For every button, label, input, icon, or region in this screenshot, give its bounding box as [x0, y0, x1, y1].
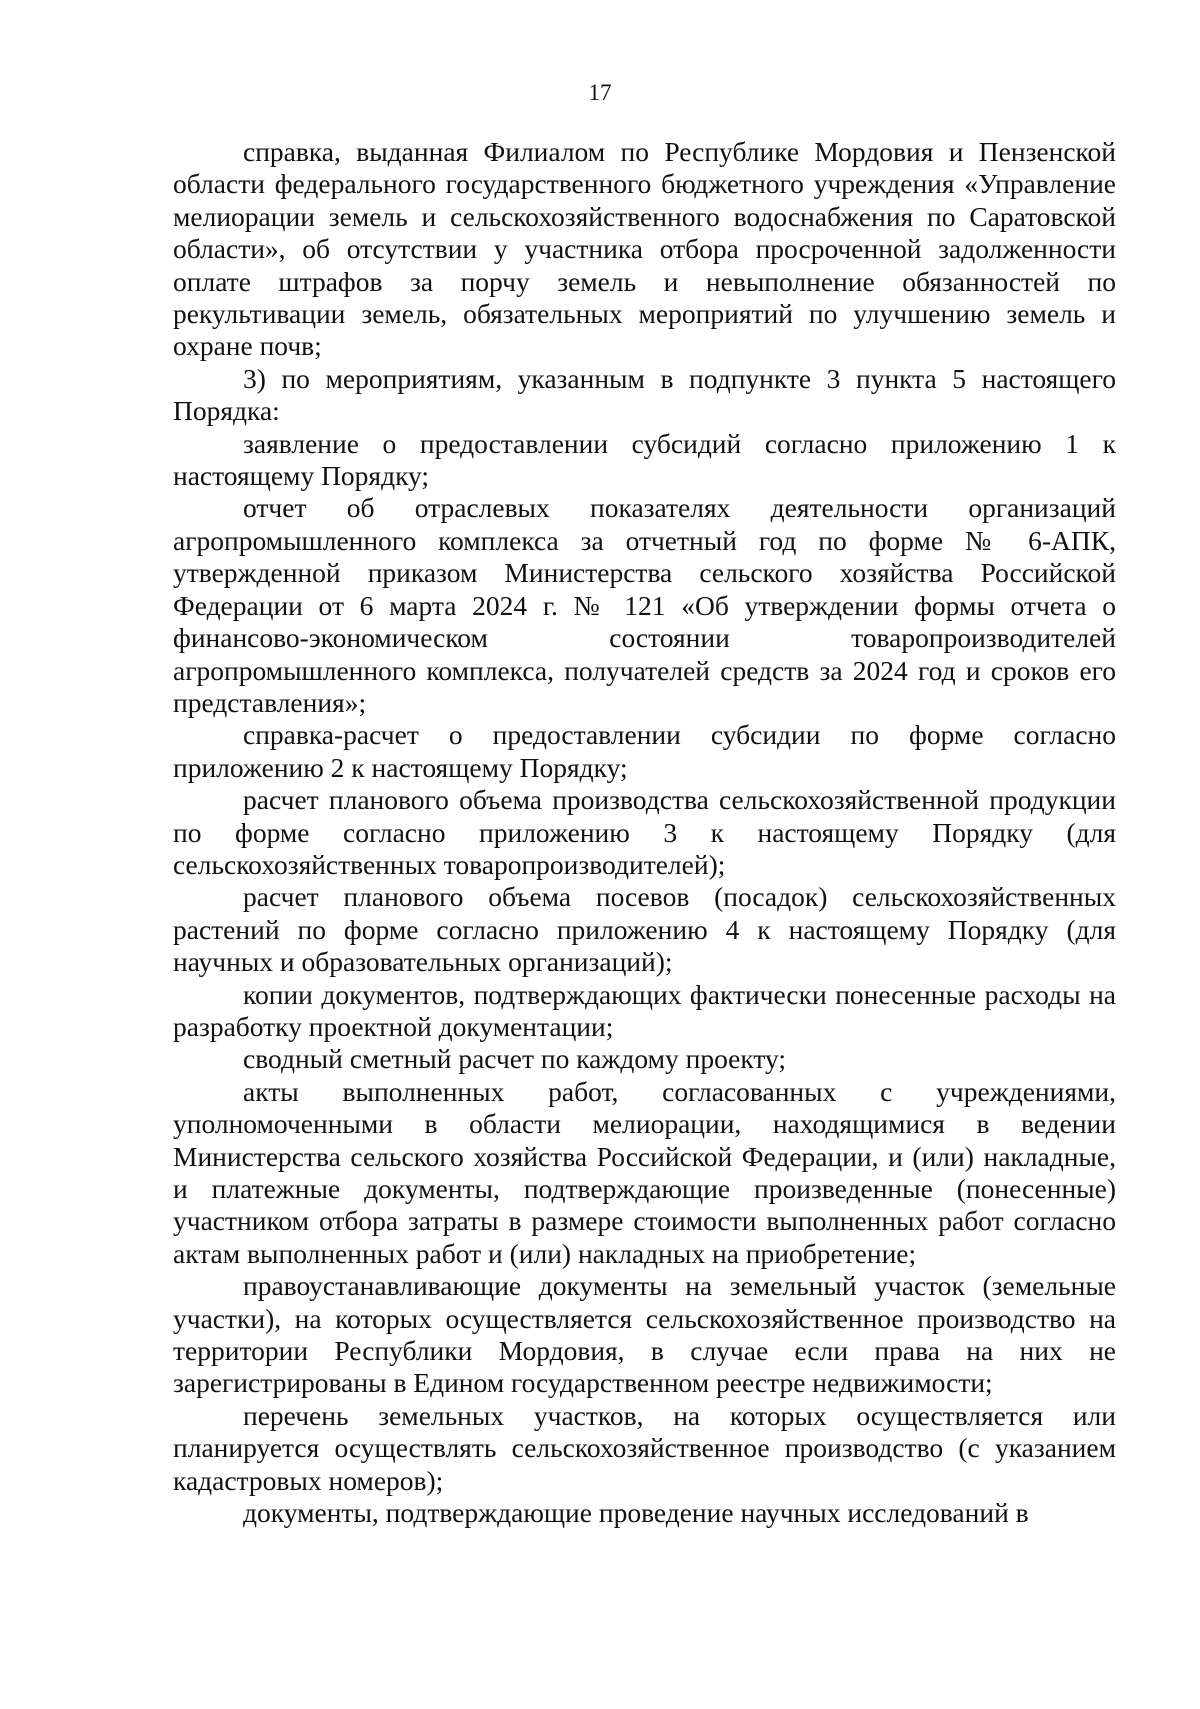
paragraph-subsidy-application: заявление о предоставлении субсидий согласно приложению 1 к настоящему Порядку;	[173, 427, 1116, 492]
paragraph-calculation-certificate: справка-расчет о предоставлении субсидии по форме согласно приложению 2 к настоящему Порядку;	[173, 719, 1116, 783]
page-number: 17	[588, 80, 612, 105]
paragraph-cost-estimate: сводный сметный расчет по каждому проекту;	[243, 1043, 787, 1075]
document-body	[173, 136, 1116, 1529]
paragraph-land-title-documents: правоустанавливающие документы на земельный участок (земельные участки), на которых осуществляется сельскохозяйственное производство на территории Республики Мордовия, в случае если права на них не зарегистрированы в Едином государственном реестре недвижимости;	[173, 1270, 1116, 1399]
paragraph-sector-report: отчет об отраслевых показателях деятельности организаций агропромышленного комплекса за отчетный год по форме № 6-АПК, утвержденной приказом Министерства сельского хозяйства Российской Федерации от 6 марта 2024 г. № 121 «Об утверждении формы отчета о финансово-экономическом состоянии товаропроизводителей агропромышленного комплекса, получателей средств за 2024 год и сроков его представления»;	[173, 492, 1116, 718]
paragraph-item-3-heading: 3) по мероприятиям, указанным в подпункте 3 пункта 5 настоящего Порядка:	[173, 362, 1116, 427]
paragraph-design-expenses: копии документов, подтверждающих фактически понесенные расходы на разработку проектной документации;	[173, 978, 1116, 1042]
paragraph-sowing-plan: расчет планового объема посевов (посадок) сельскохозяйственных растений по форме согласно приложению 4 к настоящему Порядку (для научных и образовательных организаций);	[173, 881, 1116, 978]
paragraph-land-plots-list: перечень земельных участков, на которых осуществляется или планируется осуществлять сельскохозяйственное производство (с указанием кадастровых номеров);	[173, 1399, 1116, 1496]
paragraph-certificate-melioration: справка, выданная Филиалом по Республике Мордовия и Пензенской области федерального государственного бюджетного учреждения «Управление мелиорации земель и сельскохозяйственного водоснабжения по Саратовской области», об отсутствии у участника отбора просроченной задолженности оплате штрафов за порчу земель и невыполнение обязанностей по рекультивации земель, обязательных мероприятий по улучшению земель и охране почв;	[173, 136, 1116, 362]
paragraph-production-plan: расчет планового объема производства сельскохозяйственной продукции по форме согласно приложению 3 к настоящему Порядку (для сельскохозяйственных товаропроизводителей);	[173, 784, 1116, 880]
paragraph-research-documents: документы, подтверждающие проведение научных исследований в	[243, 1497, 1029, 1529]
paragraph-work-acts: акты выполненных работ, согласованных с учреждениями, уполномоченными в области мелиорации, находящимися в ведении Министерства сельского хозяйства Российской Федерации, и (или) накладные, и платежные документы, подтверждающие произведенные (понесенные) участником отбора затраты в размере стоимости выполненных работ согласно актам выполненных работ и (или) накладных на приобретение;	[173, 1075, 1116, 1269]
